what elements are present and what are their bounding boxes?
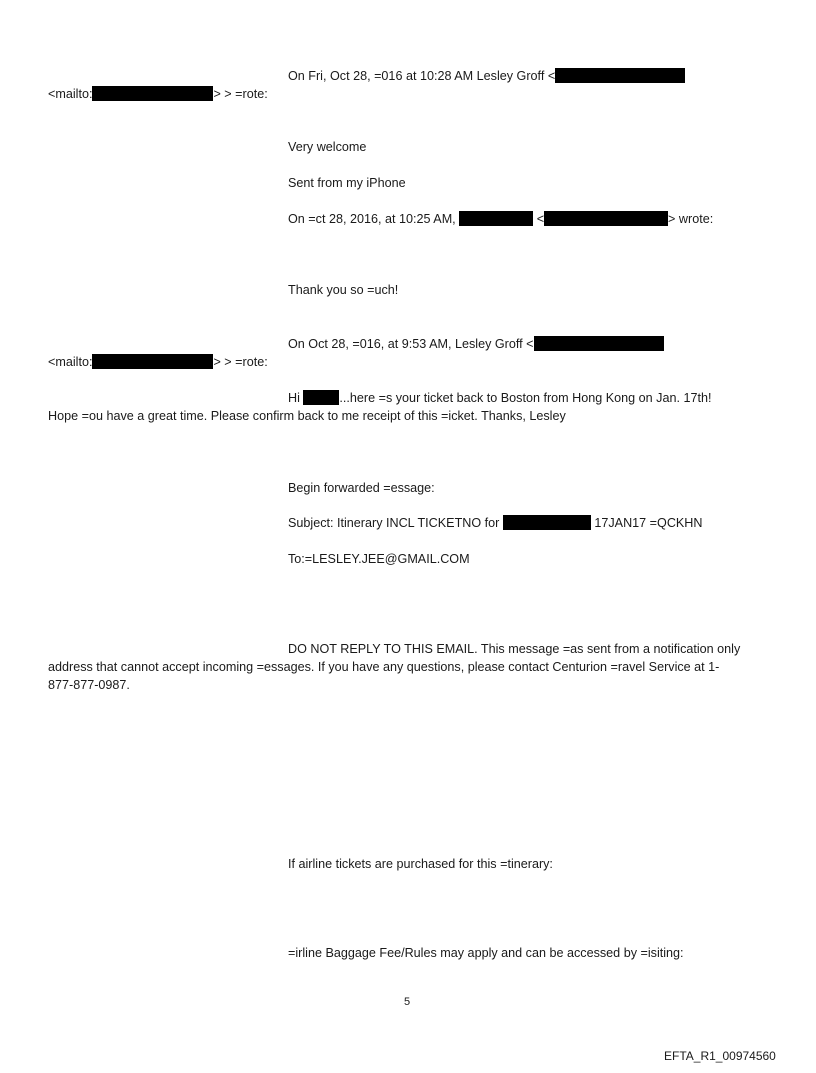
redaction-bar (92, 86, 213, 101)
redaction-bar (503, 515, 591, 530)
mailto-suffix: > > =rote: (213, 355, 268, 369)
redaction-bar (534, 336, 664, 351)
hi-line (288, 390, 711, 406)
hi-word: Hi (288, 391, 300, 405)
header-text: On Oct 28, =016, at 9:53 AM, Lesley Groff < (288, 337, 534, 351)
on-prefix: On =ct 28, 2016, at 10:25 AM, (288, 212, 456, 226)
notice-line-2: address that cannot accept incoming =essages. If you have any questions, please contact Centurion =ravel Service at 1- (48, 660, 720, 674)
redaction-bar (92, 354, 213, 369)
mailto-prefix: <mailto: (48, 355, 93, 369)
mailto-line (48, 354, 268, 370)
subject-suffix: 17JAN17 =QCKHN (594, 516, 703, 530)
airline-tickets-text: If airline tickets are purchased for this =tinerary: (288, 857, 553, 871)
on-wrote-line (288, 211, 713, 227)
notice-line-3: 877-877-0987. (48, 678, 130, 692)
mailto-prefix: <mailto: (48, 87, 93, 101)
redaction-bar (544, 211, 668, 226)
page-number: 5 (404, 996, 411, 1008)
subject-line (288, 515, 703, 531)
on-mid: < (536, 212, 545, 226)
thanks-text: Thank you so =uch! (288, 283, 399, 297)
very-welcome-text: Very welcome (288, 140, 367, 154)
begin-forwarded-text: Begin forwarded =essage: (288, 481, 435, 495)
quoted-header-line (288, 336, 664, 352)
header-text: On Fri, Oct 28, =016 at 10:28 AM Lesley Groff < (288, 69, 556, 83)
subject-prefix: Subject: Itinerary INCL TICKETNO for (288, 516, 500, 530)
quoted-header-line (288, 68, 685, 84)
mailto-line (48, 86, 268, 102)
to-line: To:=LESLEY.JEE@GMAIL.COM (288, 552, 470, 566)
document-id: EFTA_R1_00974560 (664, 1049, 776, 1063)
hi-line-2: Hope =ou have a great time. Please confirm back to me receipt of this =icket. Thanks, Lesley (48, 409, 566, 423)
mailto-suffix: > > =rote: (213, 87, 268, 101)
sent-from-text: Sent from my iPhone (288, 176, 406, 190)
baggage-text: =irline Baggage Fee/Rules may apply and can be accessed by =isiting: (288, 946, 684, 960)
redaction-bar (555, 68, 685, 83)
on-suffix: > wrote: (668, 212, 714, 226)
notice-line-1: DO NOT REPLY TO THIS EMAIL. This message =as sent from a notification only (288, 642, 741, 656)
redaction-bar (459, 211, 533, 226)
redaction-bar (303, 390, 339, 405)
hi-rest: ...here =s your ticket back to Boston from Hong Kong on Jan. 17th! (339, 391, 712, 405)
